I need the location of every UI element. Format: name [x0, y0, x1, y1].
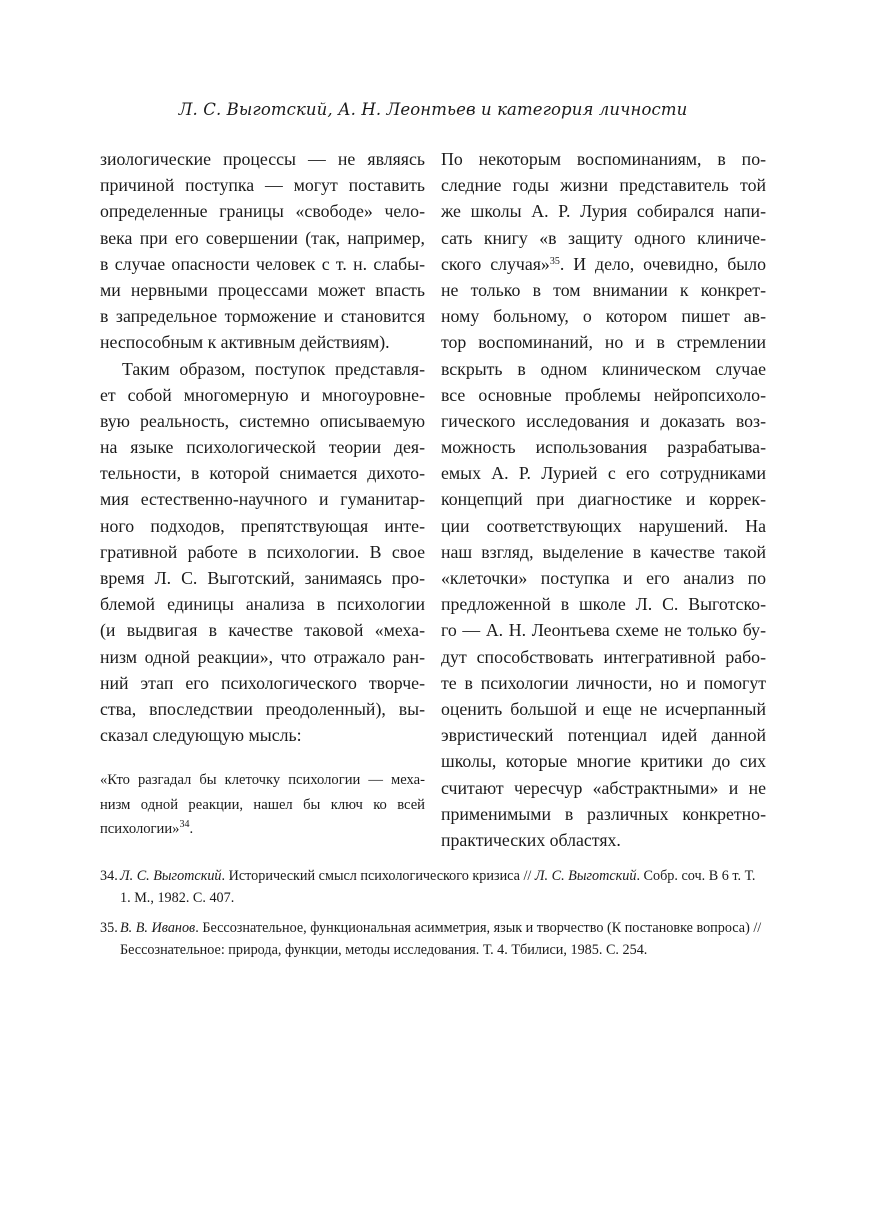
text-line: все основные проблемы нейропсихоло-	[441, 384, 766, 405]
text-line: практических областях.	[441, 829, 621, 850]
text-line: вскрыть в одном клиническом случае	[441, 358, 766, 379]
right-column	[441, 146, 766, 853]
text-line: эвристический потенциал идей данной	[441, 725, 766, 746]
text-line: в запредельное торможение и становится	[100, 306, 425, 327]
text-line: причиной поступка — могут поставить	[100, 175, 425, 196]
footnote-number: 35.	[100, 920, 118, 936]
text-line: концепций при диагностике и коррек-	[441, 489, 766, 510]
footnote-author: Л. С. Выготский	[120, 868, 222, 884]
footnote-author: Л. С. Выготский	[534, 868, 637, 884]
text-line: школы, которые многие критики до сих	[441, 751, 766, 772]
footnote-text: . Собр. соч. В 6 т. Т. 1. М., 1982. С. 407.	[120, 868, 756, 906]
text-line: считают чересчур «абстрактными» и не	[441, 777, 766, 798]
text-line: вую реальность, системно описываемую	[100, 410, 425, 431]
block-quote	[100, 768, 425, 842]
text-line: ми нервными процессами может впасть	[100, 279, 425, 300]
footnote-34	[100, 866, 768, 909]
running-head: Л. С. Выготский, А. Н. Леонтьев и категория личности	[178, 100, 688, 119]
text-line: тор воспоминаний, но и в стремлении	[441, 332, 766, 353]
text-line: неспособным к активным действиям).	[100, 332, 390, 353]
paragraph-2	[100, 356, 425, 749]
text-line: низм одной реакции», что отражало ран-	[100, 646, 425, 667]
footnote-ref-34[interactable]: 34	[179, 819, 190, 831]
footnotes	[100, 866, 768, 970]
text-line: зиологические процессы — не являясь	[100, 149, 425, 169]
text-line: предложенной в школе Л. С. Выготско-	[441, 594, 766, 615]
text-line: гративной работе в психологии. В свое	[100, 541, 425, 562]
text-line: те в психологии личности, но и помогут	[441, 672, 766, 693]
footnote-text: . Бессознательное, функциональная асимметрия, язык и творчество (К постановке вопроса) // Бессознательное: природа, функции, методы исследования. Т. 4. Тбилиси, 1985. С. 254.	[120, 920, 762, 958]
text-line: века при его совершении (так, например,	[100, 227, 425, 248]
text-line: ства, впоследствии преодоленный), вы-	[100, 698, 425, 719]
footnote-ref-35[interactable]: 35	[549, 255, 560, 267]
text-line: ции соответствующих нарушений. На	[441, 515, 766, 536]
text-line: на языке психологической теории дея-	[100, 437, 425, 458]
text-line: ет собой многомерную и многоуровне-	[100, 384, 425, 405]
text-line: блемой единицы анализа в психологии	[100, 594, 425, 615]
text-line: сказал следующую мысль:	[100, 725, 302, 746]
footnote-35	[100, 918, 768, 961]
left-column	[100, 146, 425, 842]
text-line: го — А. Н. Леонтьева схеме не только бу-	[441, 620, 766, 641]
text-line: в случае опасности человек с т. н. слабы-	[100, 253, 425, 274]
quote-line: низм одной реакции, нашел бы ключ ко всей	[100, 796, 425, 813]
quote-line: психологии»$^{34}$.	[100, 819, 194, 838]
text-line: ному больному, о котором пишет ав-	[441, 306, 766, 327]
text-line: ний этап его психологического творче-	[100, 672, 425, 693]
text-line: следние годы жизни представитель той	[441, 175, 766, 196]
text-line: применимыми в различных конкретно-	[441, 803, 766, 824]
text-line: тельности, в которой снимается дихото-	[100, 463, 425, 484]
text-line: определенные границы «свободе» чело-	[100, 201, 425, 222]
text-line: дут способствовать интегративной рабо-	[441, 646, 766, 667]
text-line: (и выдвигая в качестве таковой «меха-	[100, 620, 425, 641]
footnote-text: . Исторический смысл психологического кризиса //	[221, 868, 535, 884]
text-line: мия естественно-научного и гуманитар-	[100, 489, 425, 510]
text-line: оценить большой и еще не исчерпанный	[441, 698, 766, 719]
text-line: ного подходов, препятствующая инте-	[100, 515, 425, 536]
text-line: «клеточки» поступка и его анализ по	[441, 568, 766, 588]
text-line: гического исследования и доказать воз-	[441, 410, 766, 431]
quote-line: «Кто разгадал бы клеточку психологии — меха-	[100, 772, 425, 789]
text-line: наш взгляд, выделение в качестве такой	[441, 541, 766, 562]
text-line: По некоторым воспоминаниям, в по-	[441, 149, 766, 169]
text-line: можность использования разрабатыва-	[441, 437, 766, 458]
text-line: емых А. Р. Лурией с его сотрудниками	[441, 463, 766, 484]
text-line: Таким образом, поступок представля-	[122, 358, 425, 379]
footnote-author: В. В. Иванов	[120, 920, 196, 936]
footnote-number: 34.	[100, 868, 118, 884]
text-line: сать книгу «в защиту одного клиниче-	[441, 227, 766, 248]
text-line: же школы А. Р. Лурия собирался напи-	[441, 201, 766, 222]
paragraph-1	[100, 146, 425, 356]
text-line: время Л. С. Выготский, занимаясь про-	[100, 568, 425, 588]
text-line: ского случая»$^{35}$. И дело, очевидно, было	[441, 253, 766, 274]
text-line: не только в том внимании к конкрет-	[441, 279, 766, 300]
